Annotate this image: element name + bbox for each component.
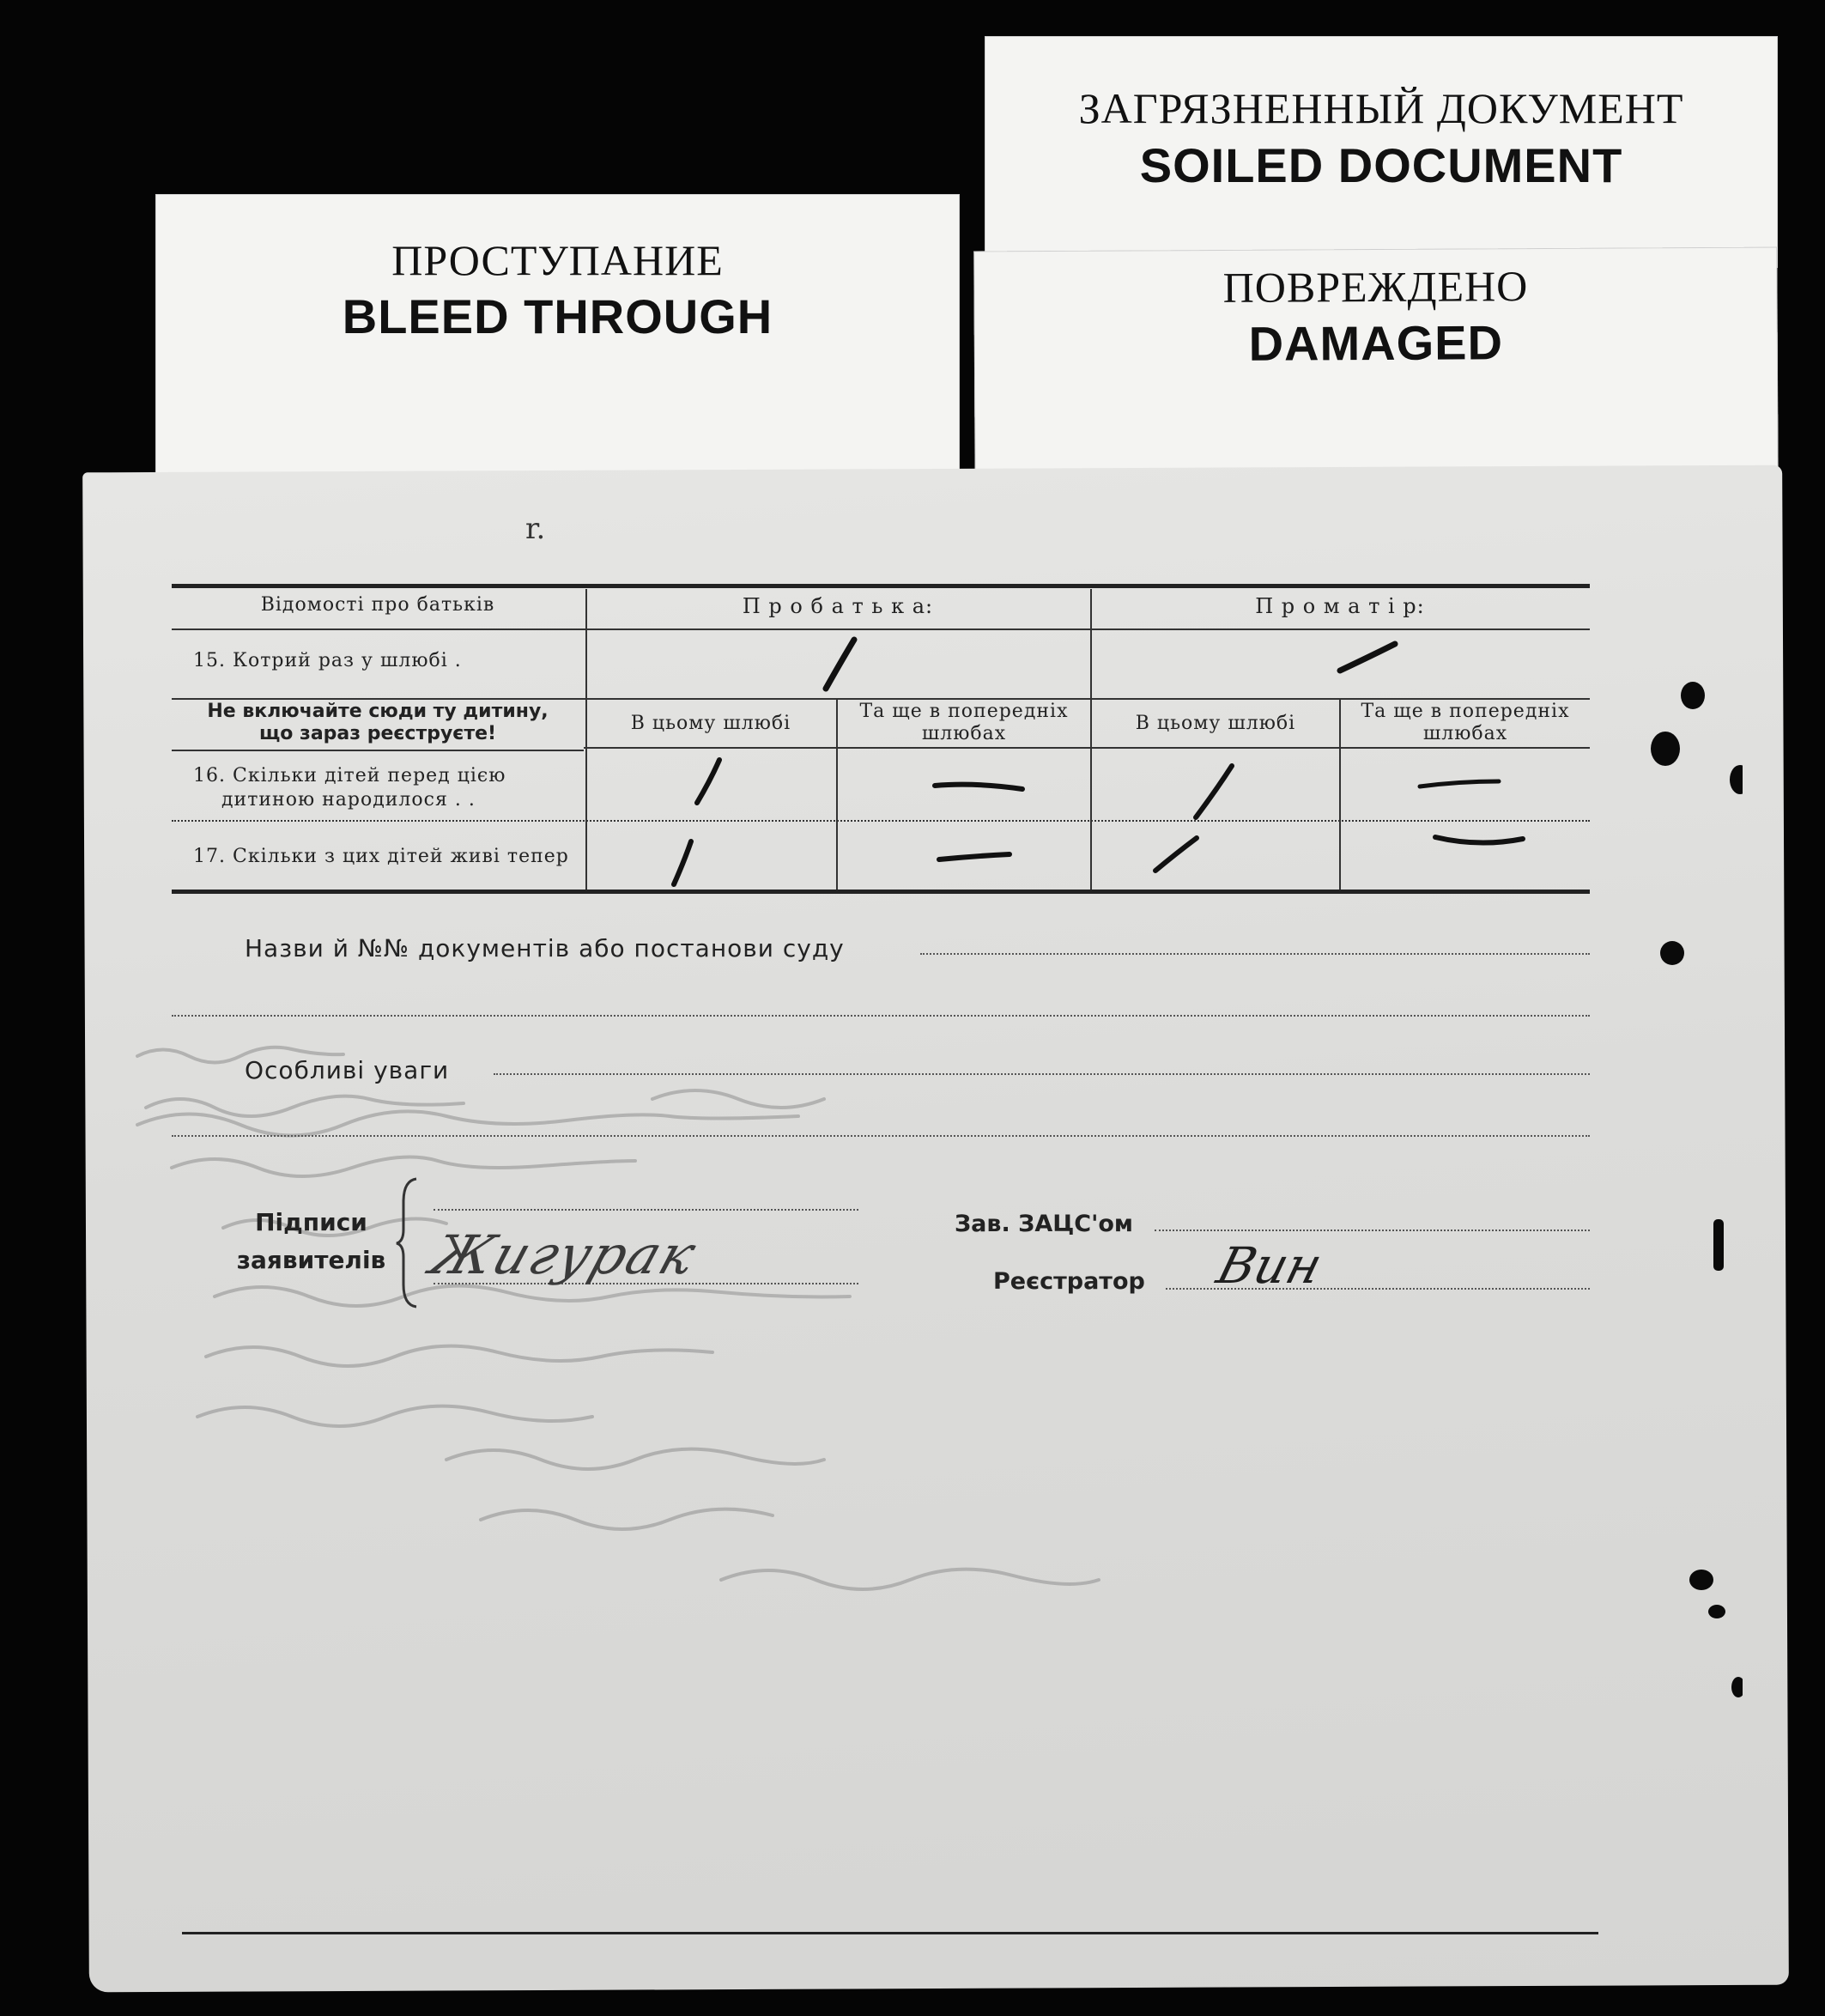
subheader-note <box>172 701 584 745</box>
notice-bleed-through-en: BLEED THROUGH <box>342 289 773 343</box>
remarks-label: Особливі уваги <box>245 1056 450 1084</box>
row17-label: 17. Скільки з цих дітей живі тепер <box>193 846 569 867</box>
row17-mother-previous-mark <box>1432 829 1526 854</box>
punch-hole-damage <box>1631 670 1743 1717</box>
row17-mother-this-mark <box>1150 833 1202 876</box>
subheader-father-previous-line1: Та ще в попередніх <box>859 701 1069 722</box>
row15-mother-mark <box>1335 640 1404 674</box>
table-note-rule <box>172 750 584 751</box>
row17-father-previous-mark <box>936 846 1013 871</box>
documents-line-1 <box>920 953 1590 955</box>
registrar-signature: Вин <box>1210 1236 1329 1295</box>
subheader-mother-previous-line2: шлюбах <box>1422 723 1508 744</box>
subheader-mother-previous <box>1341 701 1590 745</box>
sheet-bottom-rule <box>182 1932 1598 1934</box>
remarks-line-1 <box>494 1073 1590 1075</box>
notice-damaged-en: DAMAGED <box>1248 315 1504 371</box>
subheader-father-previous-line2: шлюбах <box>921 723 1007 744</box>
remarks-line-2 <box>172 1135 1590 1137</box>
subheader-mother-this-marriage: В цьому шлюбі <box>1135 713 1296 734</box>
table-header-rule <box>172 628 1590 630</box>
table-top-border <box>172 584 1590 588</box>
row16-label-line1: 16. Скільки дітей перед цією <box>193 765 506 786</box>
documents-label: Назви й №№ документів або постанови суду <box>245 934 845 962</box>
row15-father-mark <box>815 635 867 695</box>
notice-soiled-en: SOILED DOCUMENT <box>1139 138 1623 192</box>
row16-father-this-mark <box>687 756 730 807</box>
signatures-label <box>236 1204 386 1279</box>
table-subheader-rule <box>584 747 1590 749</box>
corner-mark: r. <box>525 512 546 546</box>
documents-line-2 <box>172 1015 1590 1017</box>
applicant-signature-line-1 <box>434 1209 858 1211</box>
table-row16-rule <box>172 820 1590 822</box>
notice-soiled-ru: ЗАГРЯЗНЕННЫЙ ДОКУМЕНТ <box>1078 84 1684 132</box>
notice-damaged-ru: ПОВРЕЖДЕНО <box>1222 262 1529 312</box>
subheader-note-line2: що зараз реєструєте! <box>258 723 497 744</box>
subheader-father-this-marriage: В цьому шлюбі <box>630 713 791 734</box>
table-bottom-border <box>172 890 1590 894</box>
header-about-mother: П р о м а т і р: <box>1255 594 1425 618</box>
table-col-divider-1 <box>585 589 587 890</box>
table-row15-rule <box>172 698 1590 700</box>
subheader-father-previous <box>838 701 1090 745</box>
head-of-registry-label: Зав. ЗАЦС'ом <box>955 1211 1133 1237</box>
row16-label-line2: дитиною народилося . . <box>221 789 476 811</box>
row16-mother-previous-mark <box>1416 774 1502 800</box>
row17-father-this-mark <box>665 837 700 889</box>
notice-bleed-through-ru: ПРОСТУПАНИЕ <box>391 236 724 284</box>
row16-mother-this-mark <box>1189 762 1240 823</box>
head-of-registry-line <box>1155 1230 1590 1231</box>
row15-label: 15. Котрий раз у шлюбі . <box>193 650 462 671</box>
row16-label <box>193 764 506 812</box>
applicant-signature: Жигурак <box>423 1224 706 1286</box>
header-about-father: П р о б а т ь к а: <box>742 594 934 618</box>
header-parents-info: Відомості про батьків <box>260 594 495 616</box>
signatures-label-line2: заявителів <box>236 1246 386 1274</box>
table-col-divider-3 <box>1090 589 1092 890</box>
signatures-label-line1: Підписи <box>255 1208 367 1236</box>
row16-father-previous-mark <box>931 777 1026 803</box>
subheader-mother-previous-line1: Та ще в попередніх <box>1361 701 1570 722</box>
signatures-brace <box>395 1176 421 1309</box>
registrar-label: Реєстратор <box>993 1268 1145 1295</box>
subheader-note-line1: Не включайте сюди ту дитину, <box>207 701 549 722</box>
